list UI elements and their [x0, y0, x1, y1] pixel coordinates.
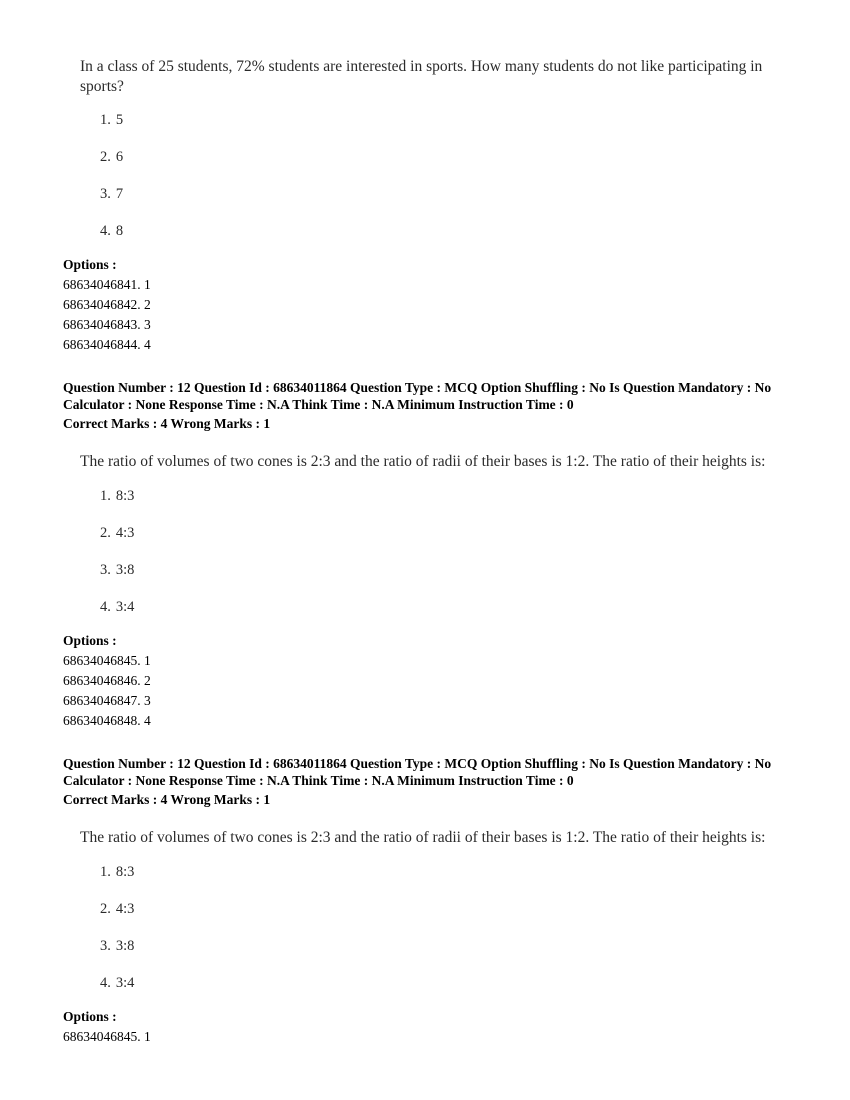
option-value: 1	[144, 277, 151, 292]
answer-choice	[100, 975, 134, 992]
answer-choice	[100, 186, 123, 203]
option-id: 68634046845.	[63, 1029, 141, 1044]
answer-choice	[100, 901, 134, 918]
option-id: 68634046842.	[63, 297, 141, 312]
question-text: The ratio of volumes of two cones is 2:3 and the ratio of radii of their bases is 1:2. The ratio of their heights is:	[80, 453, 766, 470]
choice-text: 3:4	[115, 599, 135, 615]
question-marks: Correct Marks : 4 Wrong Marks : 1	[63, 416, 271, 431]
question-meta: Question Number : 12 Question Id : 68634011864 Question Type : MCQ Option Shuffling : No Is Question Mandatory : No Calculator : None Response Time : N.A Think Time : N.A Minimum Instruction Time : 0	[63, 756, 772, 788]
question-marks: Correct Marks : 4 Wrong Marks : 1	[63, 792, 271, 807]
question-text: In a class of 25 students, 72% students are interested in sports. How many students do not like participating in sports?	[80, 58, 763, 95]
question-meta: Question Number : 12 Question Id : 68634011864 Question Type : MCQ Option Shuffling : No Is Question Mandatory : No Calculator : None Response Time : N.A Think Time : N.A Minimum Instruction Time : 0	[63, 380, 772, 412]
option-row	[63, 337, 151, 353]
choice-number: 3.	[100, 938, 111, 954]
option-value: 4	[144, 337, 151, 352]
option-value: 2	[144, 297, 151, 312]
choice-number: 1.	[100, 112, 111, 128]
choice-text: 8	[115, 223, 124, 239]
answer-choice	[100, 525, 134, 542]
answer-choice	[100, 488, 134, 505]
choice-text: 3:8	[115, 562, 135, 578]
choice-number: 4.	[100, 975, 111, 991]
choice-text: 6	[115, 149, 124, 165]
option-row	[63, 673, 151, 689]
choice-number: 4.	[100, 223, 111, 239]
option-id: 68634046845.	[63, 653, 141, 668]
choice-number: 1.	[100, 864, 111, 880]
choice-number: 4.	[100, 599, 111, 615]
answer-choice	[100, 599, 134, 616]
option-row	[63, 297, 151, 313]
answer-choice	[100, 864, 134, 881]
options-heading: Options :	[63, 633, 117, 648]
option-id: 68634046841.	[63, 277, 141, 292]
choice-number: 2.	[100, 149, 111, 165]
option-row	[63, 1029, 151, 1045]
choice-number: 1.	[100, 488, 111, 504]
answer-choice	[100, 112, 123, 129]
option-value: 3	[144, 693, 151, 708]
choice-text: 7	[115, 186, 124, 202]
choice-number: 2.	[100, 901, 111, 917]
option-value: 1	[144, 1029, 151, 1044]
answer-choice	[100, 223, 123, 240]
option-id: 68634046844.	[63, 337, 141, 352]
option-row	[63, 693, 151, 709]
option-id: 68634046847.	[63, 693, 141, 708]
option-id: 68634046848.	[63, 713, 141, 728]
option-row	[63, 653, 151, 669]
option-id: 68634046843.	[63, 317, 141, 332]
option-value: 1	[144, 653, 151, 668]
question-text: The ratio of volumes of two cones is 2:3 and the ratio of radii of their bases is 1:2. The ratio of their heights is:	[80, 829, 766, 846]
answer-choice	[100, 149, 123, 166]
answer-choice	[100, 562, 134, 579]
choice-text: 3:8	[115, 938, 135, 954]
option-value: 3	[144, 317, 151, 332]
choice-text: 8:3	[115, 488, 135, 504]
choice-number: 3.	[100, 186, 111, 202]
choice-text: 8:3	[115, 864, 135, 880]
choice-text: 3:4	[115, 975, 135, 991]
choice-text: 4:3	[115, 525, 135, 541]
choice-number: 3.	[100, 562, 111, 578]
option-row	[63, 713, 151, 729]
option-row	[63, 317, 151, 333]
options-heading: Options :	[63, 257, 117, 272]
option-value: 4	[144, 713, 151, 728]
choice-text: 4:3	[115, 901, 135, 917]
option-row	[63, 277, 151, 293]
answer-choice	[100, 938, 134, 955]
option-id: 68634046846.	[63, 673, 141, 688]
options-heading: Options :	[63, 1009, 117, 1024]
choice-text: 5	[115, 112, 124, 128]
choice-number: 2.	[100, 525, 111, 541]
option-value: 2	[144, 673, 151, 688]
